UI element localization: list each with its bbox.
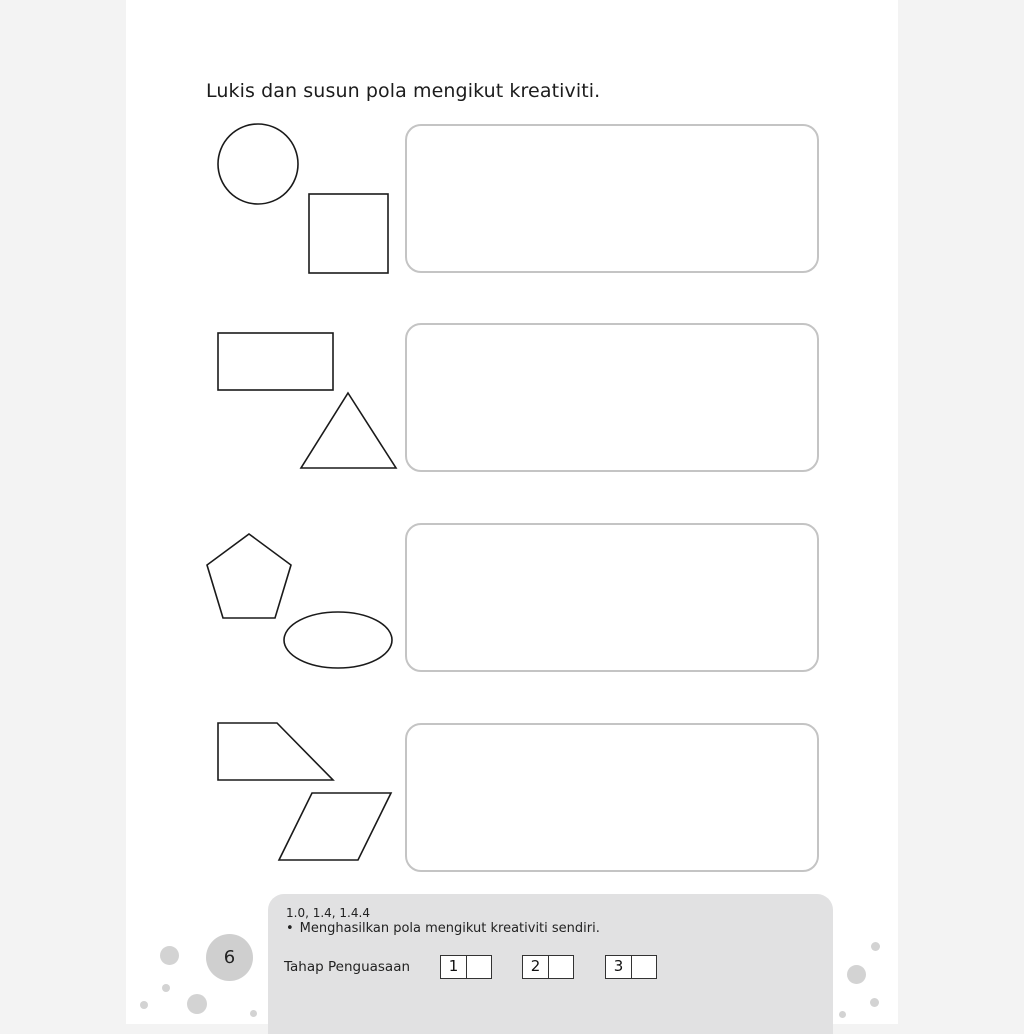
level-box-2[interactable] (522, 955, 574, 979)
decorative-dot (187, 994, 207, 1014)
level-checkbox[interactable] (632, 956, 656, 978)
learning-objective (286, 921, 600, 936)
tahap-penguasaan-label: Tahap Penguasaan (284, 959, 411, 975)
decorative-dot (160, 946, 179, 965)
page-number (206, 934, 253, 981)
level-number: 2 (523, 956, 549, 978)
drawing-box-2[interactable] (405, 323, 819, 472)
level-number: 1 (441, 956, 467, 978)
decorative-dot (162, 984, 170, 992)
page-number-text: 6 (223, 947, 236, 968)
drawing-box-1[interactable] (405, 124, 819, 273)
level-number: 3 (606, 956, 632, 978)
decorative-dot (839, 1011, 846, 1018)
instruction-text: Lukis dan susun pola mengikut kreativiti. (206, 80, 601, 102)
level-checkbox[interactable] (549, 956, 573, 978)
decorative-dot (870, 998, 879, 1007)
decorative-dot (847, 965, 866, 984)
level-checkbox[interactable] (467, 956, 491, 978)
drawing-box-4[interactable] (405, 723, 819, 872)
drawing-box-3[interactable] (405, 523, 819, 672)
decorative-dot (250, 1010, 257, 1017)
curriculum-codes: 1.0, 1.4, 1.4.4 (286, 906, 370, 920)
level-box-1[interactable] (440, 955, 492, 979)
level-box-3[interactable] (605, 955, 657, 979)
decorative-dot (871, 942, 880, 951)
objective-text: Menghasilkan pola mengikut kreativiti sendiri. (299, 921, 600, 936)
bullet: • (286, 921, 294, 936)
decorative-dot (140, 1001, 148, 1009)
